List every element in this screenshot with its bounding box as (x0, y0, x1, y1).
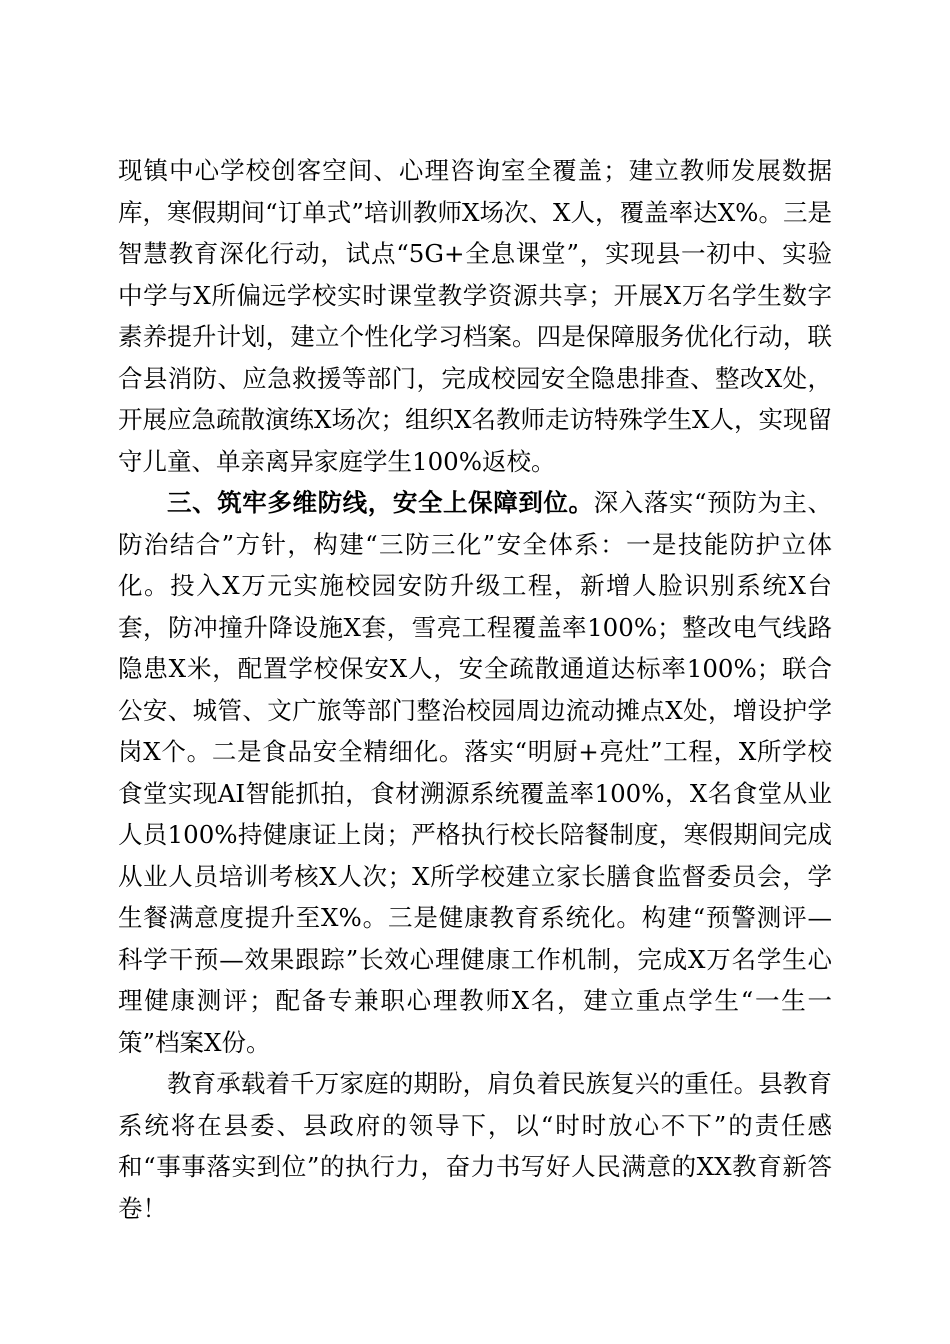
document-body (118, 150, 832, 1229)
paragraph-conclusion (118, 1063, 832, 1229)
paragraph-section-three (118, 482, 832, 1063)
paragraph-continuation (118, 150, 832, 482)
paragraph-text: 深入落实“预防为主、防治结合”方针，构建“三防三化”安全体系：一是技能防护立体化。投入X万元实施校园安防升级工程，新增人脸识别系统X台套，防冲撞升降设施X套，雪亮工程覆盖率100%；整改电气线路隐患X米，配置学校保安X人，安全疏散通道达标率100%；联合公安、城管、文广旅等部门整治校园周边流动摊点X处，增设护学岗X个。二是食品安全精细化。落实“明厨+亮灶”工程，X所学校食堂实现AI智能抓拍，食材溯源系统覆盖率100%，X名食堂从业人员100%持健康证上岗；严格执行校长陪餐制度，寒假期间完成从业人员培训考核X人次；X所学校建立家长膳食监督委员会，学生餐满意度提升至X%。三是健康教育系统化。构建“预警测评—科学干预—效果跟踪”长效心理健康工作机制，完成X万名学生心理健康测评；配备专兼职心理教师X名，建立重点学生“一生一策”档案X份。 (118, 488, 833, 1057)
section-heading: 三、筑牢多维防线，安全上保障到位。 (167, 488, 594, 517)
paragraph-text: 现镇中心学校创客空间、心理咨询室全覆盖；建立教师发展数据库，寒假期间“订单式”培训教师X场次、X人，覆盖率达X%。三是智慧教育深化行动，试点“5G+全息课堂”，实现县一初中、实验中学与X所偏远学校实时课堂教学资源共享；开展X万名学生数字素养提升计划，建立个性化学习档案。四是保障服务优化行动，联合县消防、应急救援等部门，完成校园安全隐患排查、整改X处，开展应急疏散演练X场次；组织X名教师走访特殊学生X人，实现留守儿童、单亲离异家庭学生100%返校。 (118, 156, 832, 476)
paragraph-text: 教育承载着千万家庭的期盼，肩负着民族复兴的重任。县教育系统将在县委、县政府的领导下，以“时时放心不下”的责任感和“事事落实到位”的执行力，奋力书写好人民满意的XX教育新答卷！ (118, 1069, 832, 1223)
